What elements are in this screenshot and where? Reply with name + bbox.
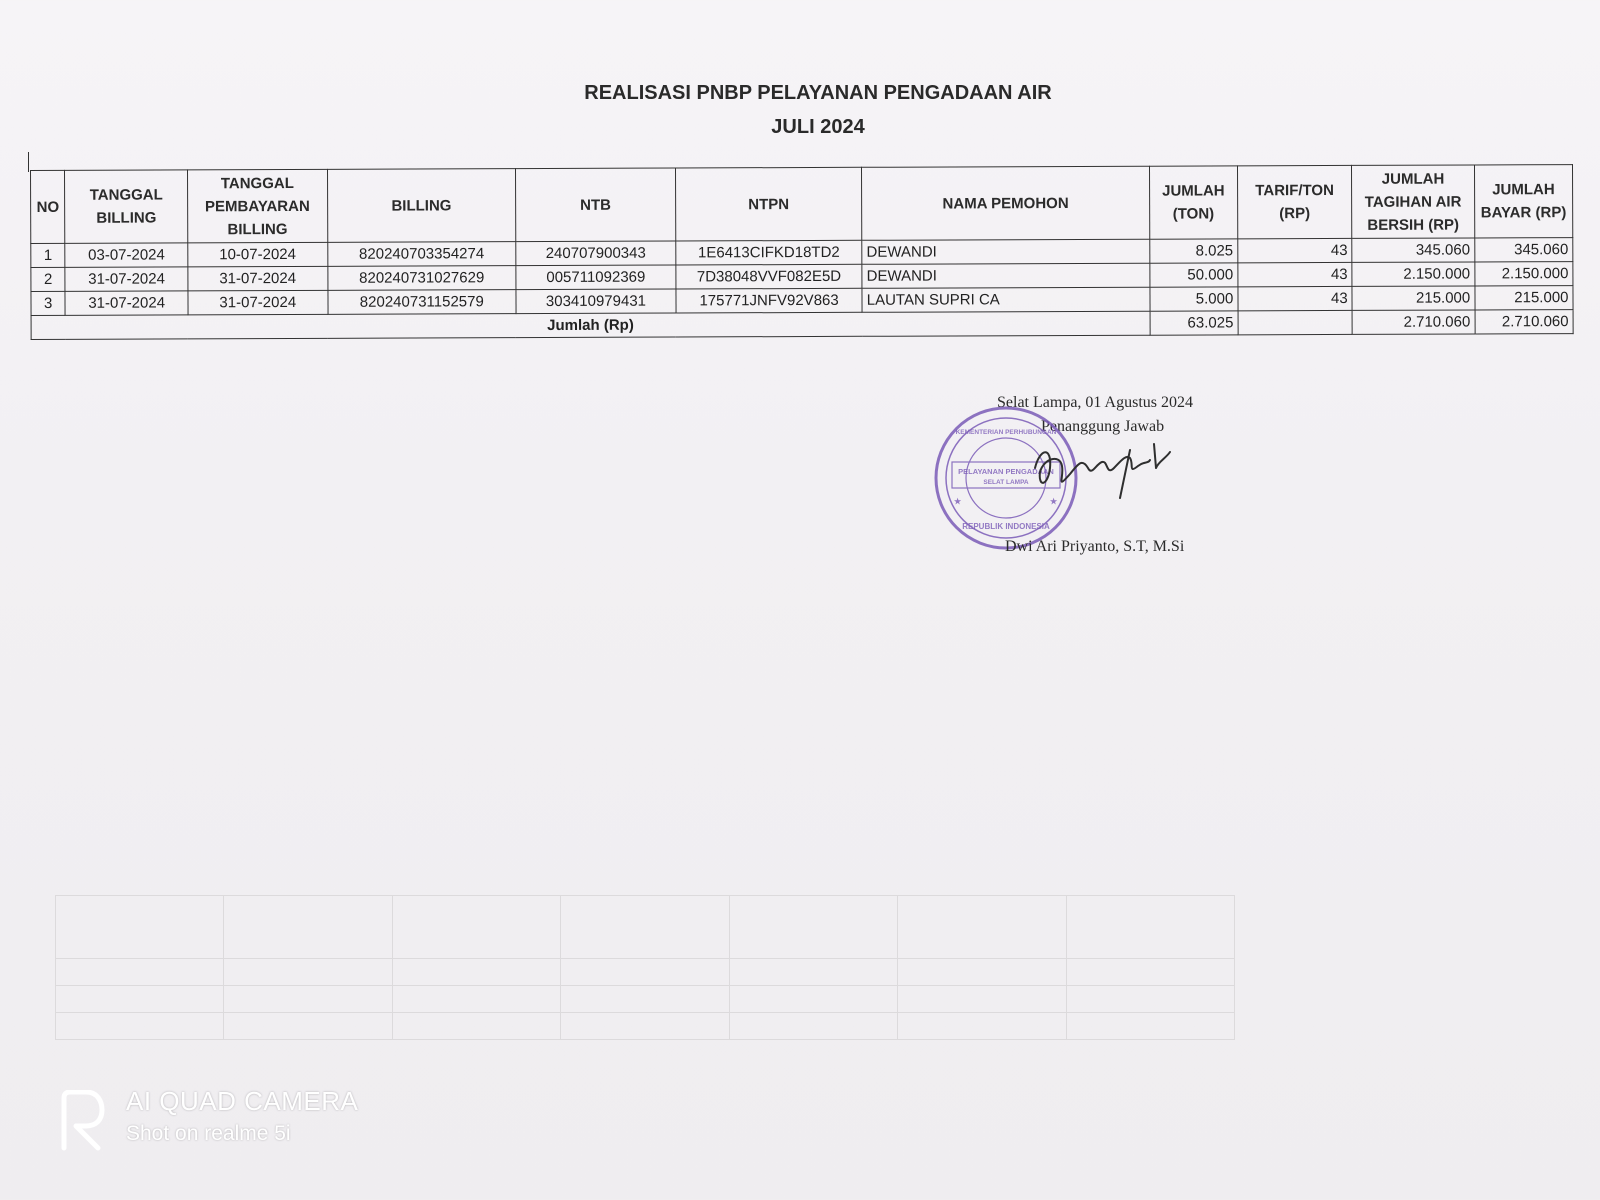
cell-no: 3	[31, 291, 66, 315]
cell-tagihan: 215.000	[1352, 286, 1475, 310]
total-label: Jumlah (Rp)	[31, 311, 1150, 339]
camera-shot-on-text: Shot on realme 5i	[126, 1122, 291, 1145]
header-ntb: NTB	[515, 168, 675, 242]
table-header-row	[31, 165, 1573, 244]
cell-no: 2	[31, 267, 66, 291]
header-jumlah-bayar: JUMLAH BAYAR (RP)	[1474, 165, 1573, 238]
cell-billing: 820240703354274	[327, 242, 515, 267]
signature-place-date: Selat Lampa, 01 Agustus 2024	[997, 394, 1193, 411]
cell-tagihan: 2.150.000	[1352, 262, 1475, 286]
cell-tarif: 43	[1238, 262, 1352, 286]
cell-tanggal-pembayaran: 31-07-2024	[188, 290, 328, 315]
cell-no: 1	[31, 243, 66, 267]
cell-ntb: 240707900343	[516, 241, 676, 266]
cell-ntb: 005711092369	[516, 265, 676, 290]
svg-text:SELAT LAMPA: SELAT LAMPA	[983, 479, 1029, 486]
header-jumlah-tagihan: JUMLAH TAGIHAN AIR BERSIH (RP)	[1352, 165, 1475, 238]
svg-text:★: ★	[1050, 497, 1058, 506]
document-title: REALISASI PNBP PELAYANAN PENGADAAN AIR	[584, 82, 1052, 104]
svg-text:★: ★	[954, 497, 962, 506]
header-tanggal-billing: TANGGAL BILLING	[65, 170, 188, 243]
cell-ntpn: 175771JNFV92V863	[676, 288, 862, 313]
cell-tanggal-billing: 31-07-2024	[65, 291, 188, 315]
cell-nama-pemohon: DEWANDI	[862, 239, 1150, 264]
cell-ntpn: 1E6413CIFKD18TD2	[676, 240, 862, 265]
cell-nama-pemohon: LAUTAN SUPRI CA	[862, 287, 1150, 312]
svg-text:PELAYANAN PENGADAAN: PELAYANAN PENGADAAN	[958, 467, 1054, 476]
signature-role: Penanggung Jawab	[1041, 418, 1165, 435]
cell-billing: 820240731027629	[328, 266, 516, 291]
total-tagihan: 2.710.060	[1352, 310, 1475, 334]
total-bayar: 2.710.060	[1475, 310, 1573, 334]
header-no: NO	[31, 170, 66, 243]
cell-nama-pemohon: DEWANDI	[862, 263, 1150, 288]
total-ton: 63.025	[1150, 311, 1238, 335]
cell-jumlah-ton: 8.025	[1150, 239, 1238, 263]
header-tanggal-pembayaran: TANGGAL PEMBAYARAN BILLING	[187, 169, 327, 243]
table-total-row	[31, 310, 1573, 340]
table-left-line	[28, 152, 29, 172]
cell-tanggal-billing: 31-07-2024	[65, 267, 188, 291]
cell-tanggal-billing: 03-07-2024	[65, 243, 188, 267]
header-nama-pemohon: NAMA PEMOHON	[862, 166, 1150, 240]
pnbp-table	[30, 164, 1574, 340]
cell-ntpn: 7D38048VVF082E5D	[676, 264, 862, 289]
cell-tagihan: 345.060	[1352, 238, 1475, 262]
total-tarif-empty	[1238, 310, 1352, 334]
cell-billing: 820240731152579	[328, 290, 516, 315]
svg-text:KEMENTERIAN PERHUBUNGAN: KEMENTERIAN PERHUBUNGAN	[955, 429, 1057, 436]
cell-tanggal-pembayaran: 31-07-2024	[188, 266, 328, 291]
header-tarif-ton: TARIF/TON (RP)	[1237, 165, 1352, 238]
handwritten-signature	[1030, 428, 1190, 513]
bleed-through-reverse-page	[55, 880, 1235, 1040]
realme-logo-icon	[58, 1090, 106, 1157]
svg-text:REPUBLIK INDONESIA: REPUBLIK INDONESIA	[962, 522, 1050, 531]
camera-model-text: AI QUAD CAMERA	[126, 1086, 359, 1116]
cell-jumlah-ton: 5.000	[1150, 287, 1238, 311]
cell-bayar: 345.060	[1474, 238, 1572, 262]
cell-ntb: 303410979431	[516, 289, 676, 314]
cell-bayar: 2.150.000	[1475, 262, 1573, 286]
header-billing: BILLING	[327, 169, 516, 243]
cell-bayar: 215.000	[1475, 286, 1573, 310]
cell-tarif: 43	[1238, 238, 1352, 262]
header-ntpn: NTPN	[675, 167, 862, 241]
cell-tarif: 43	[1238, 286, 1352, 310]
signature-name: Dwi Ari Priyanto, S.T, M.Si	[1005, 538, 1185, 555]
header-jumlah-ton: JUMLAH (TON)	[1149, 166, 1237, 239]
cell-jumlah-ton: 50.000	[1150, 263, 1238, 287]
cell-tanggal-pembayaran: 10-07-2024	[188, 242, 328, 267]
document-subtitle: JULI 2024	[771, 116, 865, 138]
